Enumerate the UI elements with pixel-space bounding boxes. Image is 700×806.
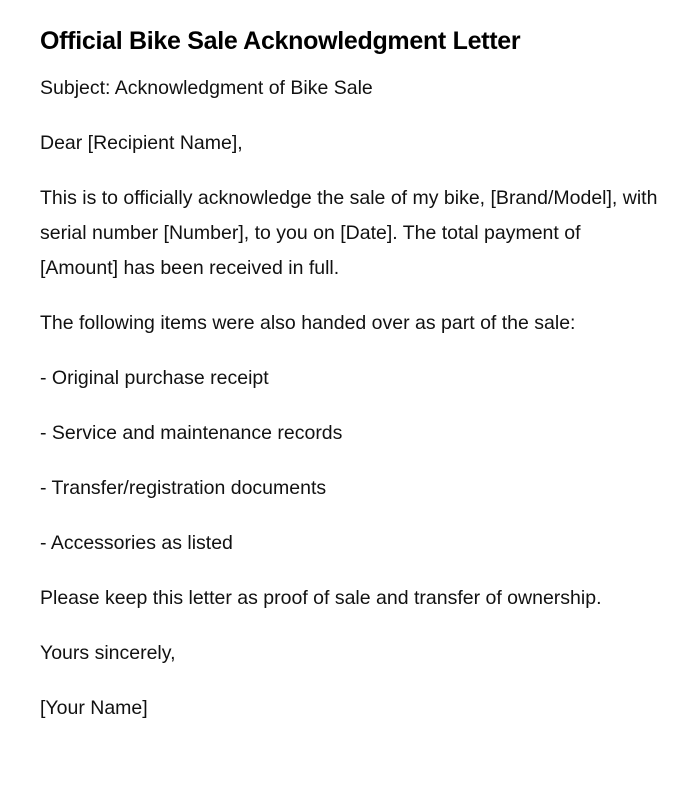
letter-title: Official Bike Sale Acknowledgment Letter — [40, 27, 521, 55]
list-item: - Service and maintenance records — [40, 422, 343, 444]
greeting: Dear [Recipient Name], — [40, 132, 243, 154]
letter-document — [40, 24, 660, 746]
closing-paragraph: Please keep this letter as proof of sale and transfer of ownership. — [40, 587, 602, 609]
body-paragraph: This is to officially acknowledge the sale of my bike, [Brand/Model], with serial number [Number], to you on [Date]. The total payment of [Amount] has been received in full. — [40, 187, 658, 279]
list-item: - Accessories as listed — [40, 532, 233, 554]
list-item: - Transfer/registration documents — [40, 477, 327, 499]
sign-off: Yours sincerely, — [40, 642, 176, 664]
list-item: - Original purchase receipt — [40, 367, 269, 389]
subject-line: Subject: Acknowledgment of Bike Sale — [40, 77, 373, 99]
signature: [Your Name] — [40, 697, 148, 719]
items-intro: The following items were also handed over as part of the sale: — [40, 312, 576, 334]
